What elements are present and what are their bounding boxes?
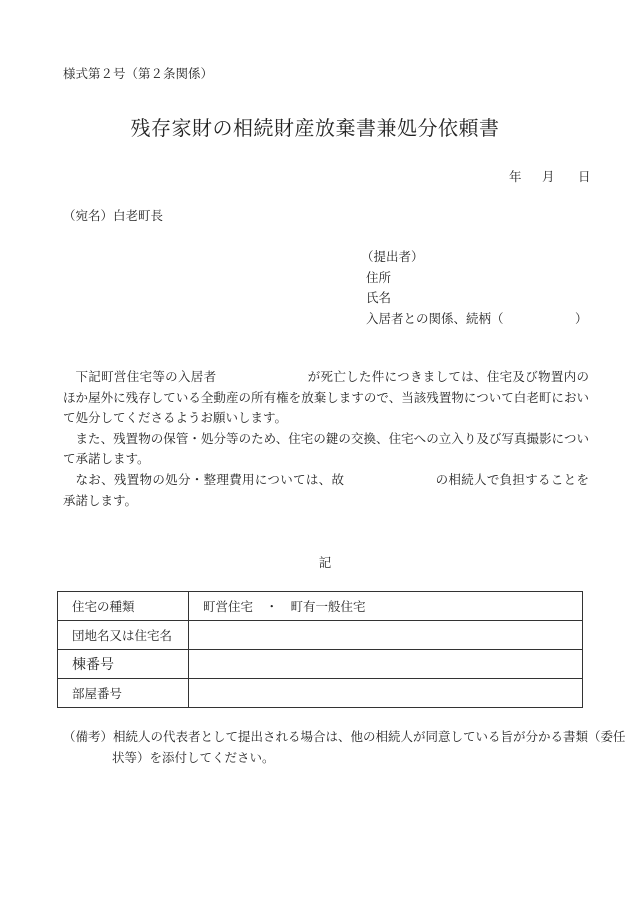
- addressee: （宛名）白老町長: [63, 208, 164, 223]
- date-year: 年: [509, 169, 522, 184]
- remarks: [63, 727, 626, 768]
- body-p1-part-a: 下記町営住宅等の入居者: [75, 369, 217, 384]
- remarks-label: （備考）: [63, 729, 114, 744]
- building-number-value: [189, 650, 583, 679]
- date-month: 月: [542, 169, 555, 184]
- remarks-text-1: 相続人の代表者として提出される場合は、他の相続人が同意している旨が分かる書類（委任: [113, 729, 626, 744]
- room-number-value: [189, 679, 583, 708]
- housing-type-label: 住宅の種類: [58, 592, 189, 621]
- ki-heading: 記: [318, 555, 332, 570]
- body-paragraph-3: [63, 470, 589, 511]
- table-row: [58, 592, 583, 621]
- body-p3-part-a: なお、残置物の処分・整理費用については、故: [75, 471, 345, 487]
- submitter-relation-close: ）: [575, 311, 588, 326]
- submitter-address-label: 住所: [366, 270, 392, 285]
- submitter-relation-label: 入居者との関係、続柄（: [366, 311, 504, 326]
- body-p1-part-b: が死亡した件につきましては、住宅及び物置内のほか屋外に残存している全動産の所有権を放棄しますので、当該残置物について白老町において処分してくださるようお願いします。: [63, 369, 589, 426]
- body-p3-part-b: の相続人で負担することを承諾します。: [63, 471, 589, 508]
- body-text: [63, 367, 589, 511]
- complex-name-label: 団地名又は住宅名: [58, 621, 189, 650]
- room-number-label: 部屋番号: [58, 679, 189, 708]
- submitter-name-label: 氏名: [366, 290, 392, 305]
- complex-name-value: [189, 621, 583, 650]
- body-paragraph-2: また、残置物の保管・処分等のため、住宅の鍵の交換、住宅への立入り及び写真撮影について承諾します。: [63, 430, 589, 467]
- document-title: 残存家財の相続財産放棄書兼処分依頼書: [130, 116, 500, 140]
- table-row: [58, 650, 583, 679]
- remarks-line-1: [63, 727, 626, 748]
- housing-type-value: 町営住宅 ・ 町有一般住宅: [189, 592, 583, 621]
- table-row: [58, 621, 583, 650]
- table-row: [58, 679, 583, 708]
- form-number: 様式第２号（第２条関係）: [63, 66, 214, 81]
- submitter-heading: （提出者）: [361, 249, 424, 264]
- building-number-label: 棟番号: [58, 650, 189, 679]
- date-day: 日: [578, 169, 591, 184]
- housing-info-table: [57, 591, 583, 708]
- remarks-line-2: 状等）を添付してください。: [112, 749, 275, 765]
- body-paragraph-1: [63, 367, 589, 429]
